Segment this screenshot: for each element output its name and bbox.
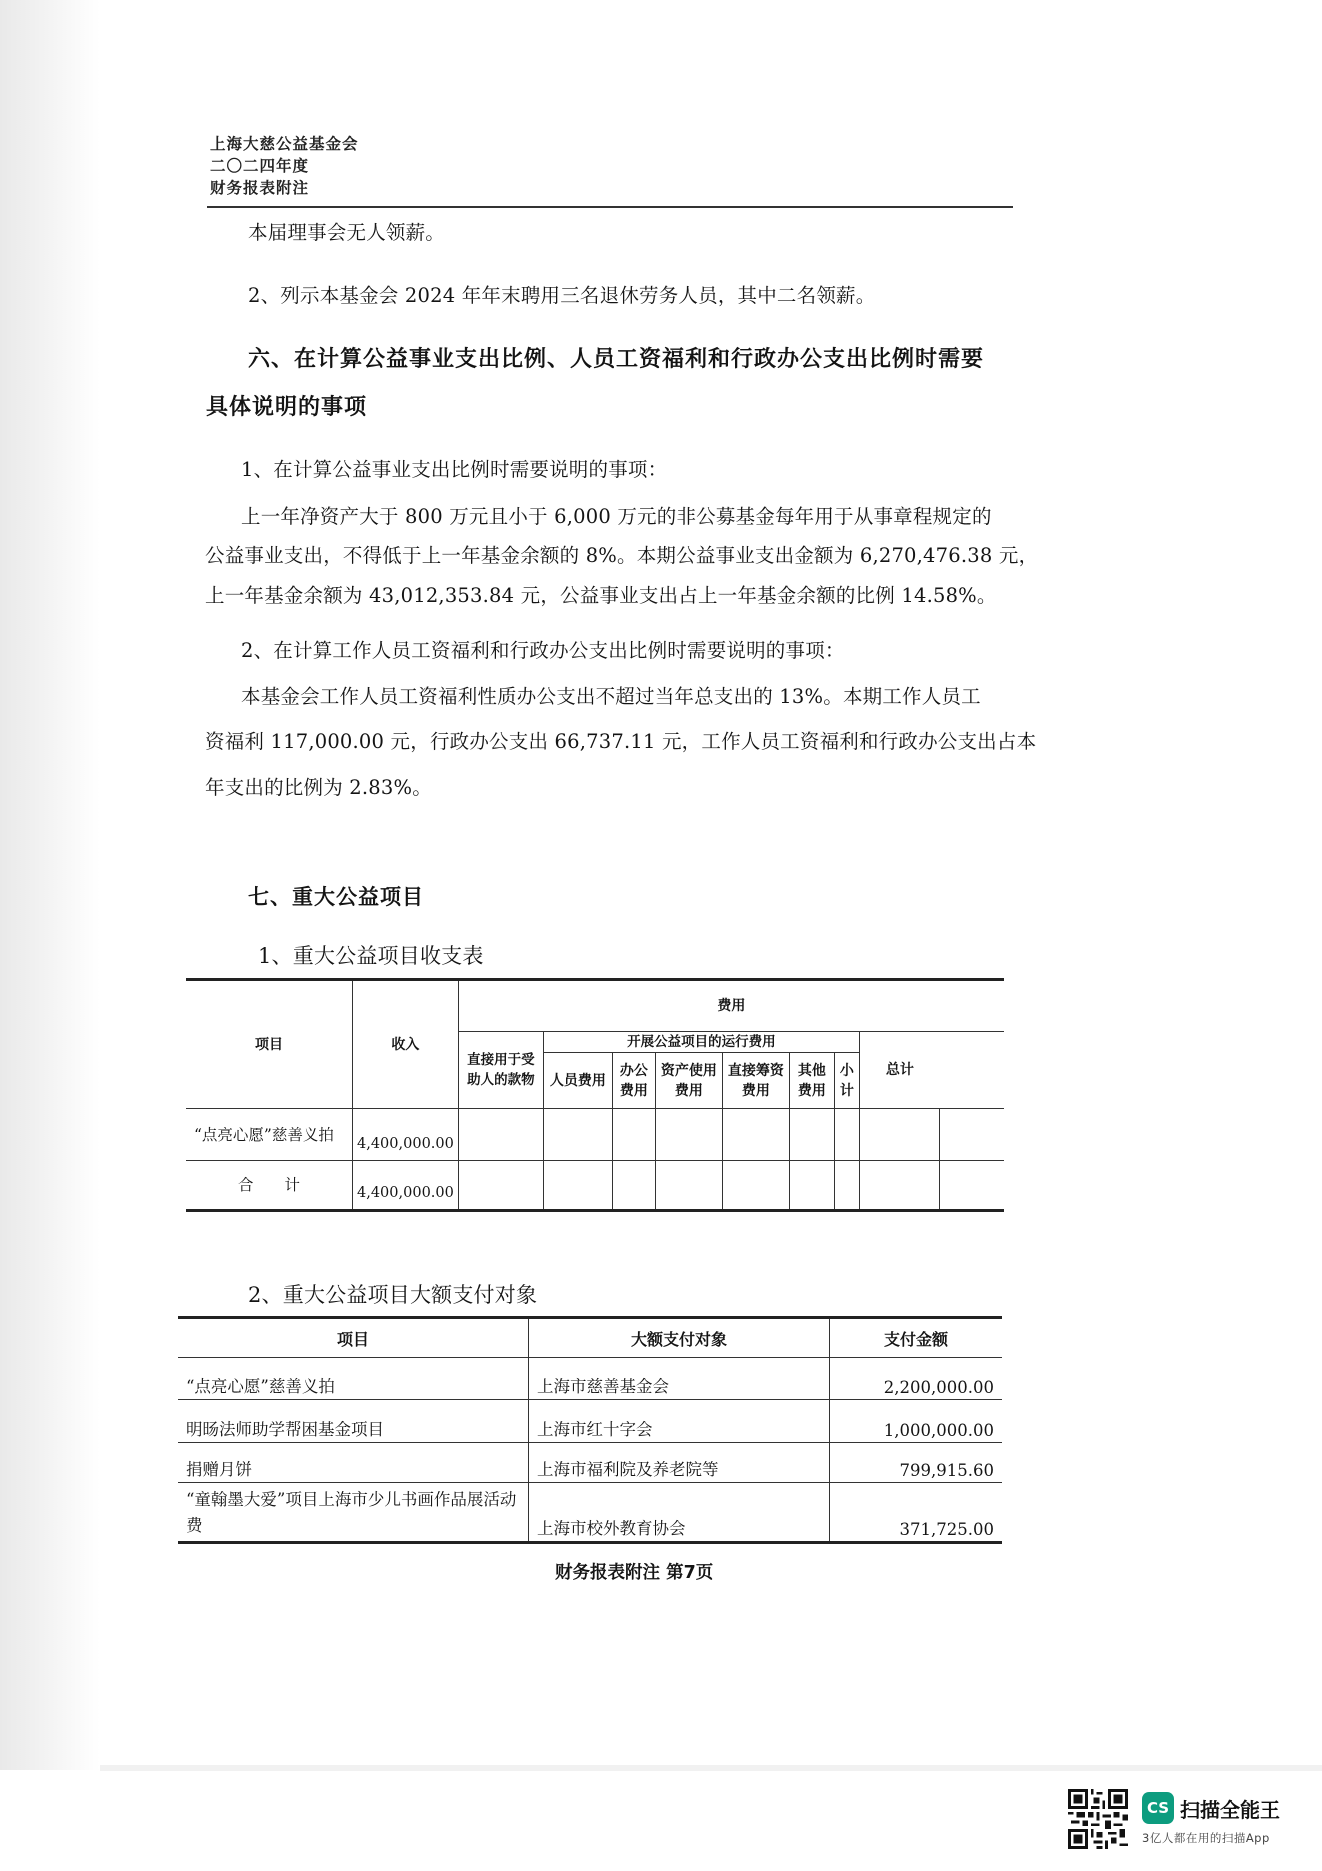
table-cell-project: “点亮心愿”慈善义拍: [178, 1358, 529, 1400]
page-footer: 财务报表附注 第7页: [555, 1563, 714, 1583]
table-header-staff: 人员费用: [543, 1053, 612, 1109]
table-row: [178, 1442, 1002, 1482]
table-row: [178, 1400, 1002, 1442]
table-header-other: 其他费用: [789, 1053, 834, 1109]
section6-subheading-1: 1、在计算公益事业支出比例时需要说明的事项：: [241, 458, 668, 481]
camscanner-name: 扫描全能王: [1180, 1798, 1280, 1822]
table-header-fundraise: 直接筹资费用: [722, 1053, 789, 1109]
table-cell-project: “童翰墨大爱”项目上海市少儿书画作品展活动费: [178, 1482, 529, 1542]
table-row: [186, 1161, 1004, 1211]
table-cell-project: “点亮心愿”慈善义拍: [186, 1109, 353, 1161]
qr-code-icon: [1068, 1788, 1128, 1850]
scanner-watermark: [1068, 1788, 1322, 1866]
table-row: [178, 1358, 1002, 1400]
table-row: [186, 1109, 1004, 1161]
scan-bottom-edge: [100, 1765, 1322, 1771]
section7-title: 七、重大公益项目: [248, 885, 424, 909]
paragraph-line: 公益事业支出，不得低于上一年基金余额的 8%。本期公益事业支出金额为 6,270,476.38 元，: [205, 544, 1039, 567]
table-header-office: 办公费用: [612, 1053, 655, 1109]
camscanner-logo: CS: [1142, 1792, 1174, 1824]
table-cell-income: 4,400,000.00: [353, 1161, 459, 1211]
table-cell-amount: 799,915.60: [830, 1442, 1003, 1482]
table-cell-payee: 上海市红十字会: [529, 1400, 830, 1442]
section6-subheading-2: 2、在计算工作人员工资福利和行政办公支出比例时需要说明的事项：: [241, 639, 845, 662]
header-rule: [207, 206, 1013, 208]
table-cell-amount: 2,200,000.00: [830, 1358, 1003, 1400]
table-header-expense: 费用: [458, 980, 1004, 1032]
section6-title-cont: 具体说明的事项: [206, 395, 368, 420]
table-cell-project: 捐赠月饼: [178, 1442, 529, 1482]
table-cell-payee: 上海市校外教育协会: [529, 1482, 830, 1542]
table-header-income: 收入: [353, 980, 459, 1109]
table-header-project: 项目: [186, 980, 353, 1109]
table-cell-payee: 上海市福利院及养老院等: [529, 1442, 830, 1482]
table-cell-payee: 上海市慈善基金会: [529, 1358, 830, 1400]
table-cell-project: 合 计: [186, 1161, 353, 1211]
section6-title: 六、在计算公益事业支出比例、人员工资福利和行政办公支出比例时需要: [248, 347, 985, 372]
table-cell-amount: 1,000,000.00: [830, 1400, 1003, 1442]
header-org: 上海大慈公益基金会: [210, 135, 359, 153]
table-header-asset: 资产使用费用: [655, 1053, 722, 1109]
table-cell-income: 4,400,000.00: [353, 1109, 459, 1161]
table-header-total: 总计: [859, 1032, 940, 1109]
paragraph-line: 年支出的比例为 2.83%。: [205, 776, 432, 799]
header-doc: 财务报表附注: [210, 179, 310, 197]
table-header-project: 项目: [178, 1318, 529, 1358]
header-year: 二〇二四年度: [210, 157, 310, 175]
paragraph-line: 2、列示本基金会 2024 年年末聘用三名退休劳务人员，其中二名领薪。: [248, 284, 876, 307]
table-row: [178, 1482, 1002, 1542]
page-header: [210, 133, 359, 199]
table-header-payee: 大额支付对象: [529, 1318, 830, 1358]
paragraph-line: 本基金会工作人员工资福利性质办公支出不超过当年总支出的 13%。本期工作人员工: [241, 685, 981, 708]
camscanner-tagline: 3亿人都在用的扫描App: [1142, 1831, 1270, 1845]
project-income-expense-table: [186, 978, 1004, 1212]
table-header-amount: 支付金额: [830, 1318, 1003, 1358]
table-cell-amount: 371,725.00: [830, 1482, 1003, 1542]
table-header-running-cost: 开展公益项目的运行费用: [543, 1032, 859, 1053]
paragraph-line: 上一年基金余额为 43,012,353.84 元，公益事业支出占上一年基金余额的比例 14.58%。: [205, 584, 997, 607]
paragraph-line: 资福利 117,000.00 元，行政办公支出 66,737.11 元，工作人员工资福利和行政办公支出占本: [205, 730, 1037, 753]
table-header-direct-aid: 直接用于受助人的款物: [458, 1032, 543, 1109]
section7-subheading-1: 1、重大公益项目收支表: [258, 944, 484, 968]
paragraph-line: 上一年净资产大于 800 万元且小于 6,000 万元的非公募基金每年用于从事章程规定的: [241, 505, 992, 528]
large-payment-table: [178, 1316, 1002, 1544]
scan-edge-shadow: [0, 0, 100, 1770]
table-header-subtotal: 小计: [834, 1053, 859, 1109]
paragraph-line: 本届理事会无人领薪。: [248, 221, 446, 244]
table-cell-project: 明旸法师助学帮困基金项目: [178, 1400, 529, 1442]
section7-subheading-2: 2、重大公益项目大额支付对象: [248, 1283, 538, 1307]
